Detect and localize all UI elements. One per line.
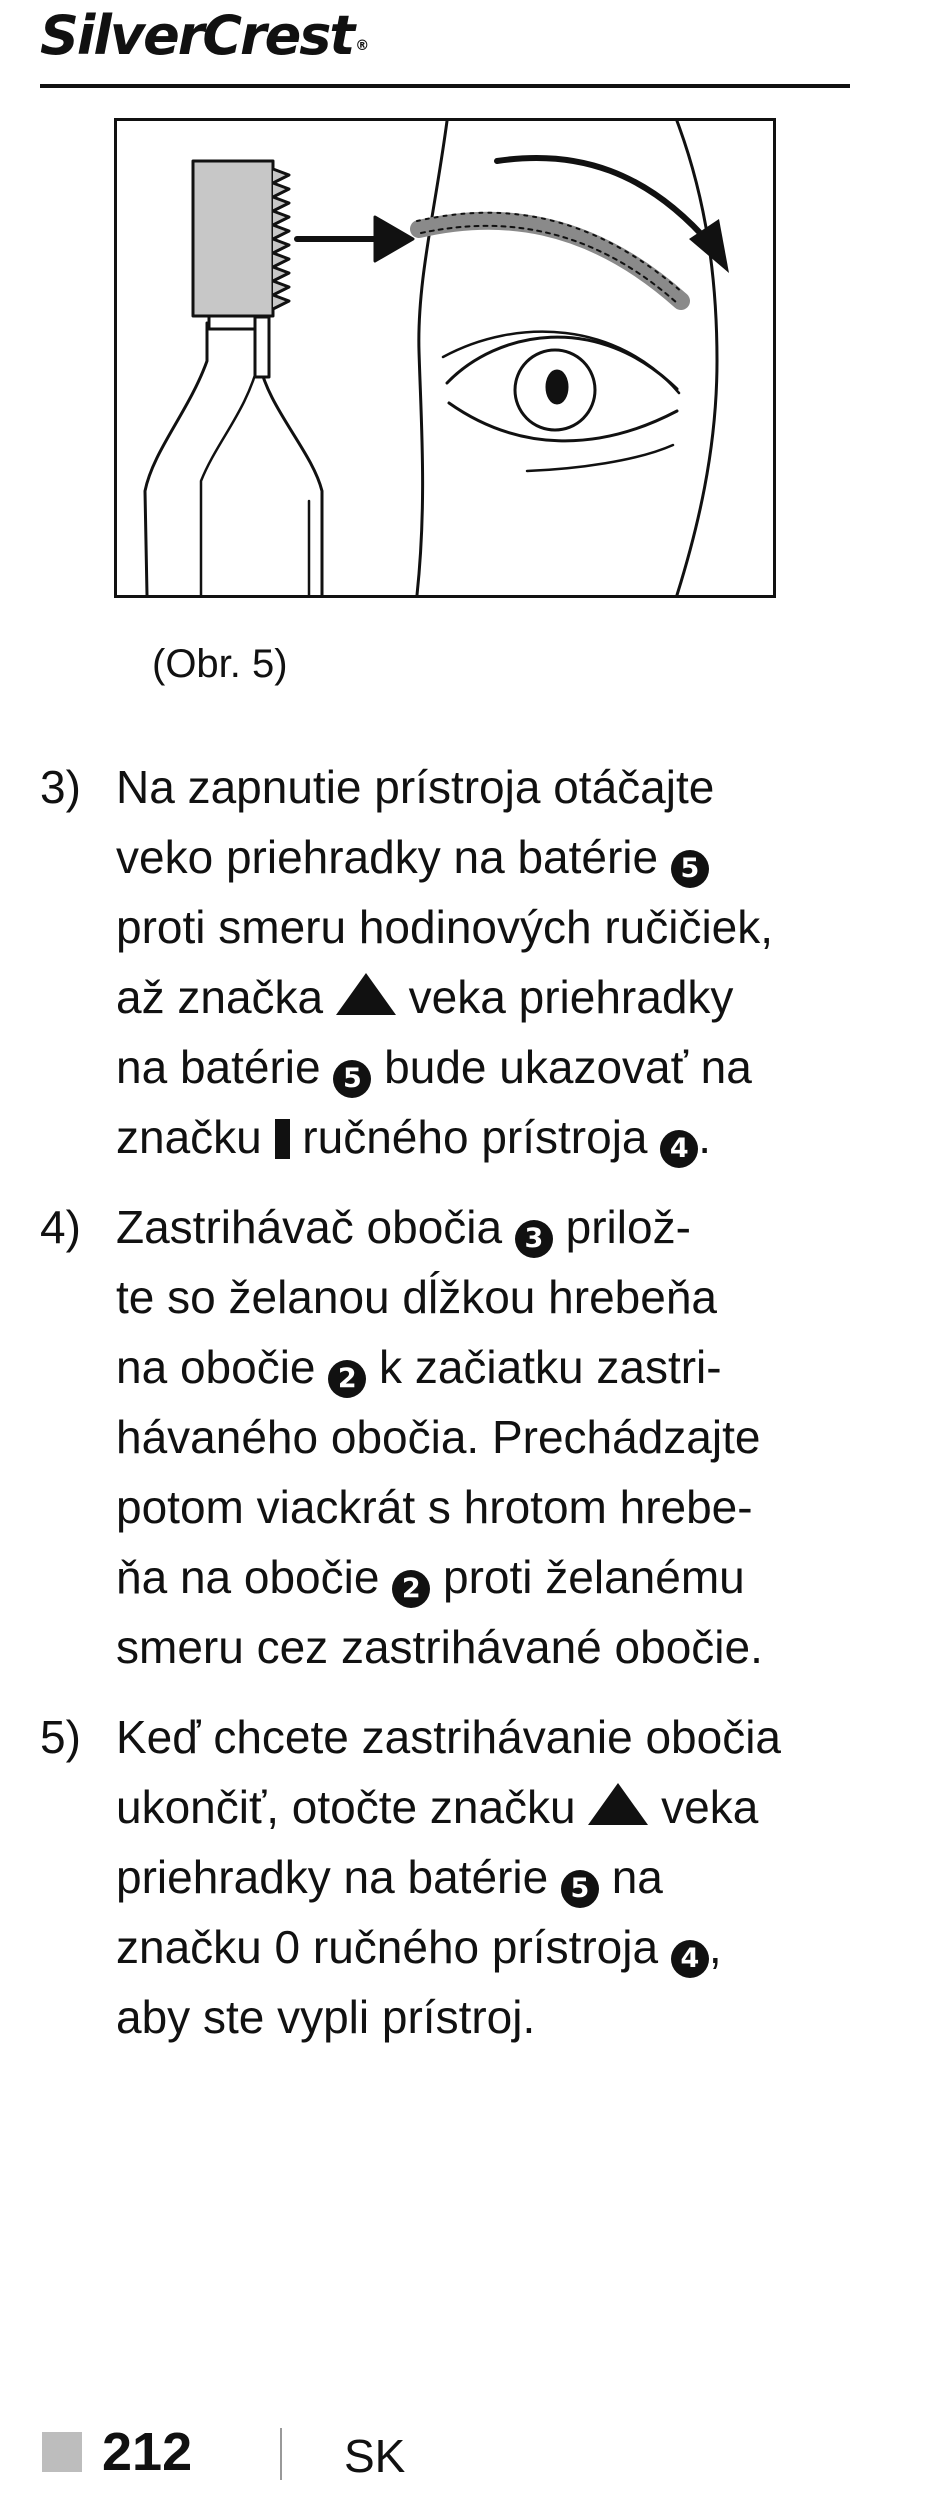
step-line [116, 962, 870, 1032]
step-text: Zastrihávač obočia [116, 1201, 515, 1253]
triangle-marker-icon [588, 1783, 648, 1825]
step-text: bude ukazovať na [371, 1041, 752, 1093]
step-text: veka priehradky [395, 971, 734, 1023]
footer-divider [280, 2428, 282, 2480]
step-text: na batérie [116, 1041, 334, 1093]
bar-marker-icon [275, 1119, 290, 1159]
part-number-circle-icon: 2 [392, 1570, 430, 1608]
step-text: aby ste vypli prístroj. [116, 1991, 536, 2043]
step-line [116, 1332, 870, 1402]
part-number-circle-icon: 4 [660, 1130, 698, 1168]
figure-caption: (Obr. 5) [152, 642, 288, 686]
triangle-marker-icon [336, 973, 396, 1015]
step-text: na [598, 1851, 663, 1903]
step-text: , [708, 1921, 722, 1973]
step-line [116, 1982, 870, 2052]
page-number: 212 [102, 2422, 193, 2482]
step-line [116, 1912, 870, 1982]
footer-square-icon [42, 2432, 82, 2472]
step-text: veko priehradky na batérie [116, 831, 671, 883]
illustration-svg [117, 121, 773, 595]
part-number-circle-icon: 5 [561, 1870, 599, 1908]
step-line [116, 1612, 870, 1682]
part-number-circle-icon: 5 [671, 850, 709, 888]
step-number: 4) [40, 1201, 81, 1253]
part-number-circle-icon: 3 [515, 1220, 553, 1258]
step-text: Na zapnutie prístroja otáčajte [116, 761, 715, 813]
step-line [116, 1842, 870, 1912]
step-line [116, 1102, 870, 1172]
brand-header [40, 0, 850, 88]
step-line [116, 1032, 870, 1102]
language-code: SK [344, 2430, 406, 2482]
step-text: na obočie [116, 1341, 329, 1393]
step-text: proti smeru hodinových ručičiek, [116, 901, 774, 953]
step-line [116, 752, 870, 822]
step-line [116, 892, 870, 962]
silvercrest-logo [40, 4, 367, 68]
step-line [116, 1402, 870, 1472]
step-3 [40, 752, 870, 1172]
step-text: te so želanou dĺžkou hrebeňa [116, 1271, 717, 1323]
step-text: až značka [116, 971, 336, 1023]
step-text: k začiatku zastri- [366, 1341, 722, 1393]
step-text: ručného prístroja [289, 1111, 661, 1163]
step-text: potom viackrát s hrotom hrebe- [116, 1481, 753, 1533]
step-5 [40, 1702, 870, 2052]
step-text: hávaného obočia. Prechádzajte [116, 1411, 761, 1463]
step-line [116, 1702, 870, 1772]
step-text: . [698, 1111, 712, 1163]
step-text: smeru cez zastrihávané obočie. [116, 1621, 763, 1673]
instruction-steps [40, 752, 870, 2072]
part-number-circle-icon: 4 [671, 1940, 709, 1978]
step-line [116, 1262, 870, 1332]
part-number-circle-icon: 5 [333, 1060, 371, 1098]
step-line [116, 1192, 870, 1262]
step-text: ňa na obočie [116, 1551, 393, 1603]
step-text: ukončiť, otočte značku [116, 1781, 589, 1833]
step-text: značku 0 ručného prístroja [116, 1921, 671, 1973]
part-number-circle-icon: 2 [328, 1360, 366, 1398]
eyebrow-trimming-illustration [114, 118, 776, 598]
registered-mark: ® [355, 38, 368, 54]
step-text: značku [116, 1111, 275, 1163]
step-number: 5) [40, 1711, 81, 1763]
page-footer [40, 2418, 640, 2482]
step-4 [40, 1192, 870, 1682]
step-text: prilož- [552, 1201, 691, 1253]
step-text: Keď chcete zastrihávanie obočia [116, 1711, 782, 1763]
step-line [116, 1772, 870, 1842]
step-text: proti želanému [430, 1551, 745, 1603]
step-text: priehradky na batérie [116, 1851, 561, 1903]
step-line [116, 822, 870, 892]
step-text: veka [648, 1781, 759, 1833]
step-line [116, 1542, 870, 1612]
step-line [116, 1472, 870, 1542]
logo-text: SilverCrest [40, 4, 354, 67]
step-number: 3) [40, 761, 81, 813]
